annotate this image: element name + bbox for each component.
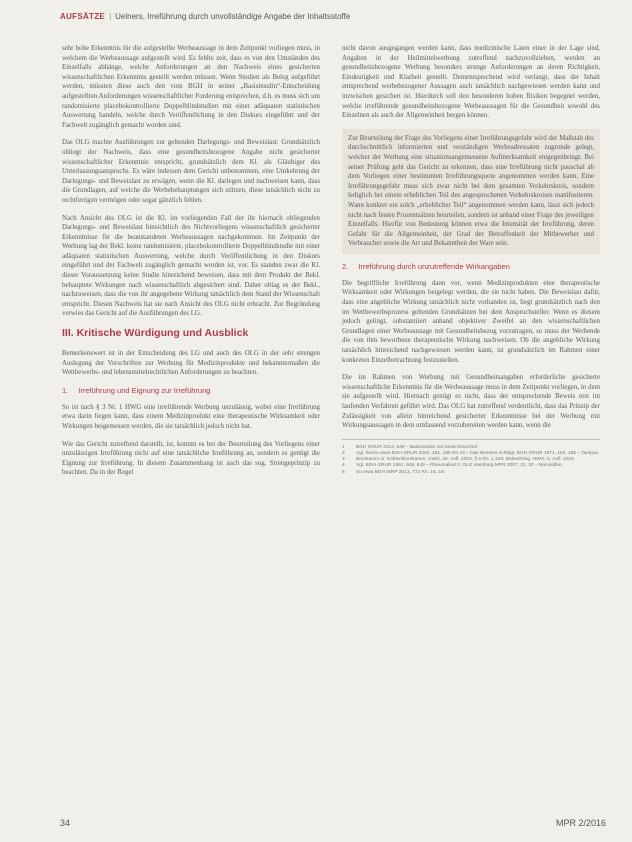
footnote-number: 3 <box>342 457 345 463</box>
footnote-number: 2 <box>342 450 345 456</box>
right-column <box>342 44 600 476</box>
subsection-number: 2. <box>342 261 349 271</box>
section-tag: AUFSÄTZE <box>60 12 106 21</box>
highlight-box <box>342 129 600 254</box>
footnote-number: 4 <box>342 463 345 469</box>
section-heading: III. Kritische Würdigung und Ausblick <box>62 327 249 340</box>
footnote-text: BGH GRUR 2013, 649 – Basisinsulin mit Gewichtsvorteil. <box>356 444 479 450</box>
paragraph: Zur Beurteilung der Frage des Vorliegens einer Irreführungsgefahr wird der Maßstab des durchschnittlich informierten und verständigen Werbeadressaten zugrunde gelegt, welcher der Werbung eine situationsangemessene Aufmerksamkeit entgegenbringt. Bei seiner Prüfung geht das Gericht zu erkennen, dass eine Irreführung nicht pauschal ab dem Vorliegen einer bestimmten Irreführungsquote angenommen werden kann. Eine Irreführungsgefahr muss sich zwar nicht bei dem gesamten Verkehrskreis, sondern lediglich bei einem erheblichen Teil des angesprochenen Verkehrskreises manifestieren. Wann konkret ein solch „erheblicher Teil“ angenommen werden kann, lässt sich jedoch nicht nach festen Prozentsätzen beurteilen, sondern ist anhand einer Frage des jeweiligen Einzelfalls. Hierfür von Bedeutung können etwa die Intensität der Irreführung, deren Gefahr für die Allgemeinheit, der Grad der Betroffenheit der Mitbewerber und Verbraucher sowie die Art und Bekanntheit der Ware sein. <box>348 134 594 248</box>
subsection-heading <box>62 386 320 395</box>
paragraph: So ist nach § 3 Nr. 1 HWG eine irreführende Werbung unzulässig, wobei eine Irreführung etwa darin liegen kann, dass einem Medizinprodukt eine therapeutische Wirksamkeit oder Wirkungen beigemessen werden, die sie tatsächlich jedoch nicht hat. <box>62 403 320 430</box>
paragraph: Das OLG machte Ausführungen zur geltenden Darlegungs- und Beweislast: Grundsätzlich obliegt der Nachweis, dass eine gesundheitsbezogene Angabe nicht gesicherter wissenschaftlicher Erkenntnis entspricht, grundsätzlich dem Kl. als Gläubiger des Unterlassungsanspruchs. Es wäre indessen dem Gericht unbenommen, eine Umkehrung der Darlegungs- und Beweislast zu erwägen, wenn die Kl. darlegen und nachweisen kann, dass die Grundlagen, auf welche die Werbebehauptungen sich stützen, diese tatsächlich nicht zu rechtfertigen vermögen oder sogar gänzlich fehlen. <box>62 139 320 204</box>
subsection-title: Irreführung und Eignung zur Irreführung <box>78 385 211 395</box>
footnotes <box>342 439 600 476</box>
footnote-number: 5 <box>342 469 345 475</box>
footnote-text: Vgl. hierzu etwa BGH GRUR 2002, 182, 185 Rn 19 – Das Bessere schlägt; BGH GRUR 1971, 153, 155 – Tampax. <box>356 450 600 456</box>
paragraph: Bemerkenswert ist in der Entscheidung des LG und auch des OLG in der sehr strengen Auslegung der Vorschriften zur Werbung für Medizinprodukte und bekanntermaßen die Wettbewerbs- und lebensmittelrechtlichen Anforderungen zu beachten. <box>62 350 320 377</box>
footnote-text: Vgl. BGH GRUR 1991, 848, 849 – Rheumalind II; OLG Hamburg MPR 2007, 22, 30 – Nanosilber. <box>356 463 563 469</box>
footnote <box>342 470 600 476</box>
paragraph: sehr hohe Erkenntnis für die aufgestellte Werbeaussage in dem Zeitpunkt vorliegen muss, in welchem die Werbeaussage aufgestellt wird. Es fehlte zeit, dass es von den Umständen des Einzelfalls abhänge, welche Anforderungen an den Nachweis eines gesicherten wissenschaftlichen Erkenntnis gestellt werden müssen. Wenn Studien als Beleg aufgeführt werden, müssten diese auch den vom BGH in seiner „Basisinsulin“-Entscheidung aufgestellten Anforderungen wissenschaftlicher Forderung entsprechen, d.h. es muss sich um randomisierte placebokontrollierte Doppelblindstudien mit einer adäquaten statistischen Auswertung handeln, welche durch Veröffentlichung in den Diskurs eingeführt und der Fachwelt zugänglich gemacht worden sind. <box>62 45 320 129</box>
article-title: Uelners, Irreführung durch unvollständige Angabe der Inhaltsstoffe <box>115 12 351 21</box>
footnote-number: 1 <box>342 444 345 450</box>
paragraph: Wie das Gericht zutreffend darstellt, ist, kommt es bei der Beurteilung des Vorliegens einer unzulässigen Irreführung nicht auf eine tatsächliche Irreführung an, sondern es genügt die Eignung zur Irreführung. In diesem Zusammenhang ist auch das sog. Strengeprinzip zu beachten. Da in der Regel <box>62 440 320 477</box>
left-column <box>62 44 320 486</box>
paragraph: Nach Ansicht des OLG ist die Kl. im vorliegenden Fall der ihr hiernach obliegenden Darlegungs- und Beweislast hinsichtlich des Nichtvorliegens wissenschaftlich gesicherter Erkenntnisse für die beanstandeten Werbeaussagen nachgekommen. Im Zeitpunkt der Werbung lag der Bekl. keine randomisierte, placebokontrollierte Doppelblindstudie mit einer adäquaten statistischen Auswertung, welche durch Veröffentlichung in den Diskurs eingeführt und der Fachwelt zugänglich gemacht worden ist, vor. Es standen zwar die Kl. dieser Voraussetzung keine Studie hinreichend beweisen, dass mit dem Produkt der Bekl. behauptete Wirkungen nach wissenschaftlich abgesichert sind. Daher oblag es der Bekl., nachzuweisen, dass die von ihr angegebene Wirkung tatsächlich dem Stand der Wissenschaft entspricht. Diesen Nachweis hat sie nach Ansicht des OLG nicht erbracht. Zur Begründung verwies das Gericht auf die Ausführungen des LG. <box>62 214 320 318</box>
footnote-text: Bornkamm in: Köhler/Bornkamm, UWG, 34. Aufl. 2016, § 5 Rn. 1.183; Bülow/Ring, HWG, 5. Aufl. 2015. <box>356 457 576 463</box>
paragraph: Die begriffliche Irreführung dann vor, wenn Medizinprodukten eine therapeutische Wirksamkeit oder Wirkungen beigelegt werden, die sie nicht haben. Die Beweislast dafür, dass eine angebliche Wirkung tatsächlich nicht vorhanden ist, liegt grundsätzlich nach den im Wettbewerbsprozess geltenden Grundsätzen bei dem Anspruchsteller. Wenn es diesem jedoch gelingt, substantiiert anhand objektiver Zweifel an den wissenschaftlichen Grundlagen einer Werbeaussage mit Gesundheitsbezug vorzutragen, so muss der Werbende die von ihm beworbene therapeutische Wirkung nachweisen. Ob die angebliche Wirkung tatsächlich hinreichend nachgewiesen werden kann, ist grundsätzlich im Rahmen einer konkreten Einzelbetrachtung festzustellen. <box>342 279 600 364</box>
footnote-text: So etwa BGH WRP 2013, 772 Rn. 16, 18. <box>356 469 445 475</box>
subsection-heading <box>342 262 600 271</box>
subsection-number: 1. <box>62 385 69 395</box>
subsection-title: Irreführung durch unzutreffende Wirkangaben <box>358 261 510 271</box>
running-header <box>60 12 608 21</box>
header-separator: | <box>109 12 112 21</box>
paragraph: Die im Rahmen von Werbung mit Gesundheitsangaben erforderliche gesicherte wissenschaftliche Erkenntnis für die Werbeaussage muss in dem Zeitpunkt vorliegen, in dem sie aufgestellt wird. Hiernach genügt es nicht, dass der entsprechende Beweis erst im laufenden Verfahren geführt wird. Das OLG hat zutreffend verdeutlicht, dass das Prinzip der Zulässigkeit von allein hinreichend gesicherter Erkenntnisse bei der Werbung mit Wirkungsaussagen in dem umfassend vorzubereiten werden kann, wenn die <box>342 374 600 430</box>
page-number: 34 <box>60 818 71 828</box>
paragraph: nicht davon ausgegangen werden kann, dass medizinische Laien einer in der Lage sind, Angaben in der Heilmittelwerbung zutreffend nachzuvollziehen, werden an gesundheitsbezogene Werbung besonders strenge Anforderungen an deren Richtigkeit, Eindeutigkeit und Klarheit gestellt. Dementsprechend wird verlangt, dass der Inhalt entsprechend werbebezogener Aussagen auch tatsächlich nachgewiesen werden kann und inzwischen gesichert ist. Hierdurch soll den besonderen hohen Risiken begegnet werden, welche irreführende gesundheitsbezogene Werbeaussagen für die Gesundheit sowohl des Einzelnen als auch der Allgemeinheit bergen können. <box>342 45 600 120</box>
journal-issue: MPR 2/2016 <box>555 818 606 828</box>
